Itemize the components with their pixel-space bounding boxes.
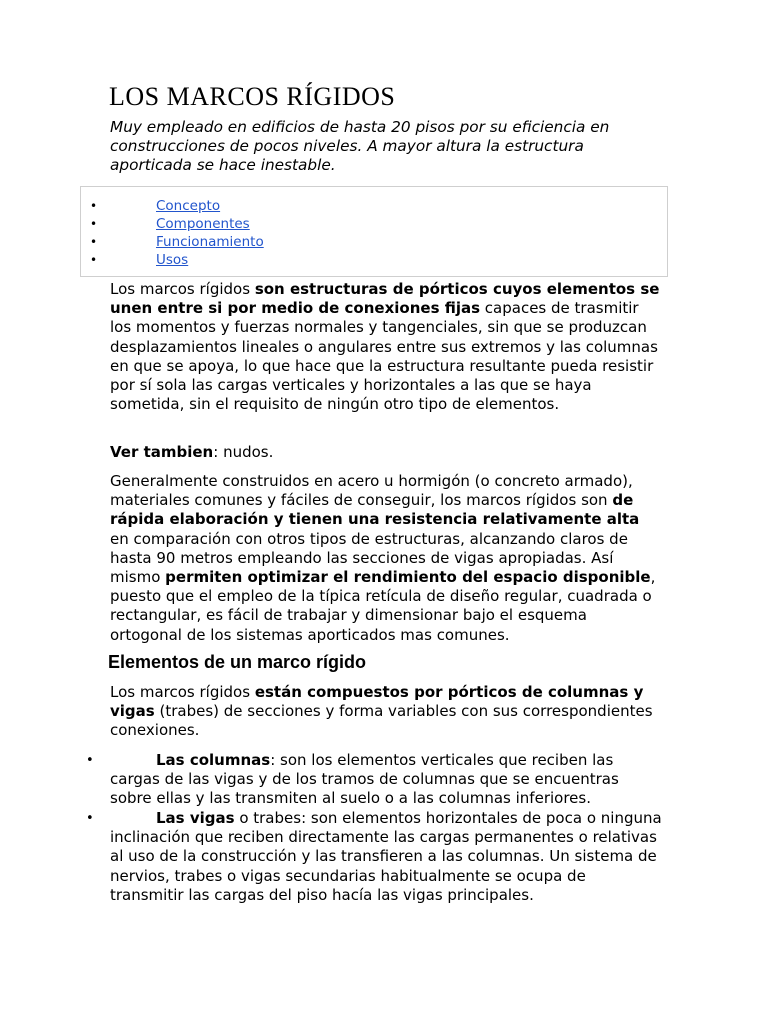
bullet-icon: • <box>86 811 94 826</box>
section-heading: Elementos de un marco rígido <box>108 652 367 672</box>
toc-item <box>81 197 667 215</box>
table-of-contents <box>80 186 668 277</box>
see-also-text: : nudos. <box>213 443 274 461</box>
bullet-icon: • <box>90 199 98 213</box>
bullet-icon: • <box>90 217 98 231</box>
list-item-columns <box>110 751 662 809</box>
bullet-icon: • <box>86 753 94 768</box>
toc-item <box>81 233 667 251</box>
columns-label: Las columnas <box>156 751 271 769</box>
toc-link-usos[interactable]: Usos <box>156 252 189 268</box>
text-run: Los marcos rígidos <box>110 683 255 701</box>
page-title: LOS MARCOS RÍGIDOS <box>109 82 396 111</box>
text-run: Los marcos rígidos <box>110 280 255 298</box>
bold-text: permiten optimizar el rendimiento del espacio disponible <box>165 568 651 587</box>
beams-text: o trabes: son elementos horizontales de poca o ninguna inclinación que reciben directamente las cargas permanentes o relativas al uso de la construcción y las transfieren a las columnas. Un sistema de nervios, trabes o vigas secundarias habitualmente se ocupa de transmitir las cargas del piso hacía las vigas principales. <box>110 809 662 904</box>
see-also-label: Ver tambien <box>110 443 214 461</box>
bold-text: son estructuras de pórticos cuyos elementos se unen entre si por medio de conexiones fijas <box>110 280 660 318</box>
bullet-icon: • <box>90 253 98 267</box>
text-run: , puesto que el empleo de la típica retícula de diseño regular, cuadrada o rectangular, es fácil de trabajar y dimensionar bajo el esquema ortogonal de los sistemas aporticados mas comunes. <box>110 568 656 644</box>
columns-text: : son los elementos verticales que reciben las cargas de las vigas y de los tramos de columnas que se encuentras sobre ellas y las transmiten al suelo o a las columnas inferiores. <box>110 751 619 808</box>
bullet-icon: • <box>90 235 98 249</box>
text-run: capaces de trasmitir los momentos y fuerzas normales y tangenciales, sin que se produzcan desplazamientos lineales o angulares entre sus extremos y las columnas en que se apoya, lo que hace que la estructura resultante pueda resistir por sí sola las cargas verticales y horizontales a las que se haya sometida, sin el requisito de ningún otro tipo de elementos. <box>110 299 658 414</box>
components-paragraph <box>110 683 662 741</box>
toc-item <box>81 215 667 233</box>
bold-text: están compuestos por pórticos de columnas y vigas <box>110 683 644 721</box>
text-run: Generalmente construidos en acero u hormigón (o concreto armado), materiales comunes y fáciles de conseguir, los marcos rígidos son <box>110 472 633 510</box>
toc-item <box>81 251 667 269</box>
bold-text: de rápida elaboración y tienen una resistencia relativamente alta <box>110 491 640 529</box>
concept-paragraph <box>110 280 662 414</box>
beams-label: Las vigas <box>156 809 235 827</box>
text-run: (trabes) de secciones y forma variables con sus correspondientes conexiones. <box>110 702 653 740</box>
page-subtitle: Muy empleado en edificios de hasta 20 pisos por su eficiencia en construcciones de pocos niveles. A mayor altura la estructura aporticada se hace inestable. <box>110 118 610 174</box>
text-run: en comparación con otros tipos de estructuras, alcanzando claros de hasta 90 metros empleando las secciones de vigas apropiadas. Así mismo <box>110 529 628 587</box>
see-also-paragraph <box>110 443 662 462</box>
materials-paragraph <box>110 472 662 645</box>
list-item-beams <box>110 809 662 905</box>
toc-link-componentes[interactable]: Componentes <box>156 216 250 232</box>
toc-link-concepto[interactable]: Concepto <box>156 198 221 214</box>
toc-link-funcionamiento[interactable]: Funcionamiento <box>156 234 264 250</box>
